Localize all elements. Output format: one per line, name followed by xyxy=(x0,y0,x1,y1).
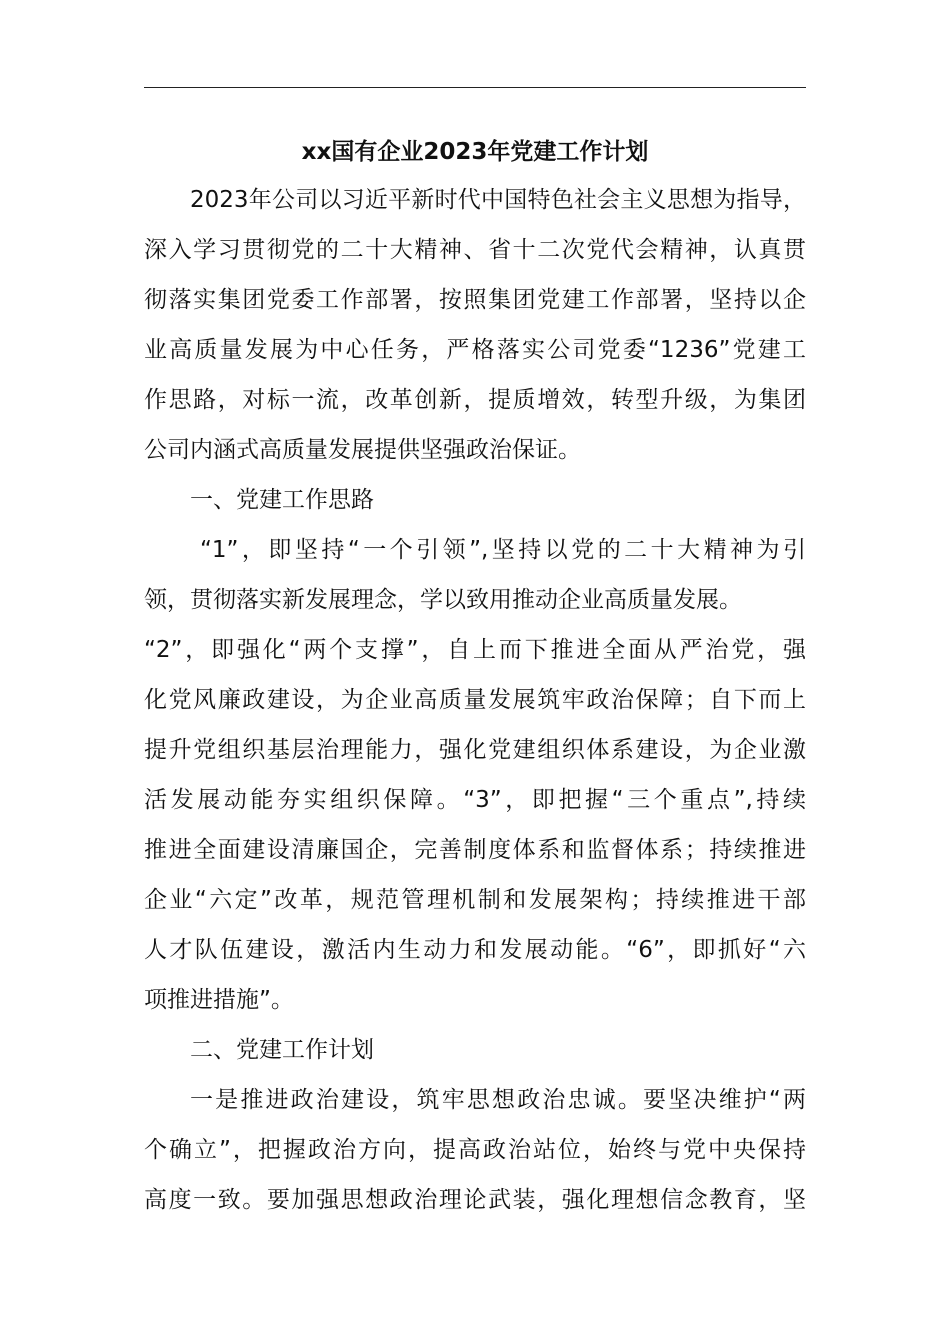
paragraph-line: 一是推进政治建设，筑牢思想政治忠诚。要坚决维护“两 xyxy=(190,1087,806,1113)
paragraph-line: 深入学习贯彻党的二十大精神、省十二次党代会精神，认真贯 xyxy=(144,237,806,263)
document-title: xx国有企业2023年党建工作计划 xyxy=(301,139,649,165)
paragraph-line: 高度一致。要加强思想政治理论武装，强化理想信念教育，坚 xyxy=(144,1187,806,1213)
section-heading: 一、党建工作思路 xyxy=(190,487,374,513)
paragraph-line: 公司内涵式高质量发展提供坚强政治保证。 xyxy=(144,437,581,463)
paragraph-line: 推进全面建设清廉国企，完善制度体系和监督体系；持续推进 xyxy=(144,837,806,863)
paragraph-line: 彻落实集团党委工作部署，按照集团党建工作部署，坚持以企 xyxy=(144,287,806,313)
paragraph-line: 个确立”，把握政治方向，提高政治站位，始终与党中央保持 xyxy=(144,1137,806,1163)
header-rule xyxy=(144,87,806,88)
paragraph-line: 活发展动能夯实组织保障。“3”，即把握“三个重点”,持续 xyxy=(144,787,806,813)
paragraph-line: “2”，即强化“两个支撑”，自上而下推进全面从严治党，强 xyxy=(144,637,806,663)
paragraph-line: “1”，即坚持“一个引领”,坚持以党的二十大精神为引 xyxy=(200,537,806,563)
paragraph-line: 2023年公司以习近平新时代中国特色社会主义思想为指导， xyxy=(190,187,806,213)
paragraph-line: 人才队伍建设，激活内生动力和发展动能。“6”，即抓好“六 xyxy=(144,937,806,963)
paragraph-line: 企业“六定”改革，规范管理机制和发展架构；持续推进干部 xyxy=(144,887,806,913)
paragraph-line: 化党风廉政建设，为企业高质量发展筑牢政治保障；自下而上 xyxy=(144,687,806,713)
paragraph-line: 项推进措施”。 xyxy=(144,987,294,1013)
paragraph-line: 作思路，对标一流，改革创新，提质增效，转型升级，为集团 xyxy=(144,387,806,413)
section-heading: 二、党建工作计划 xyxy=(190,1037,374,1063)
paragraph-line: 提升党组织基层治理能力，强化党建组织体系建设，为企业激 xyxy=(144,737,806,763)
paragraph-line: 领，贯彻落实新发展理念，学以致用推动企业高质量发展。 xyxy=(144,587,742,613)
paragraph-line: 业高质量发展为中心任务，严格落实公司党委“1236”党建工 xyxy=(144,337,806,363)
